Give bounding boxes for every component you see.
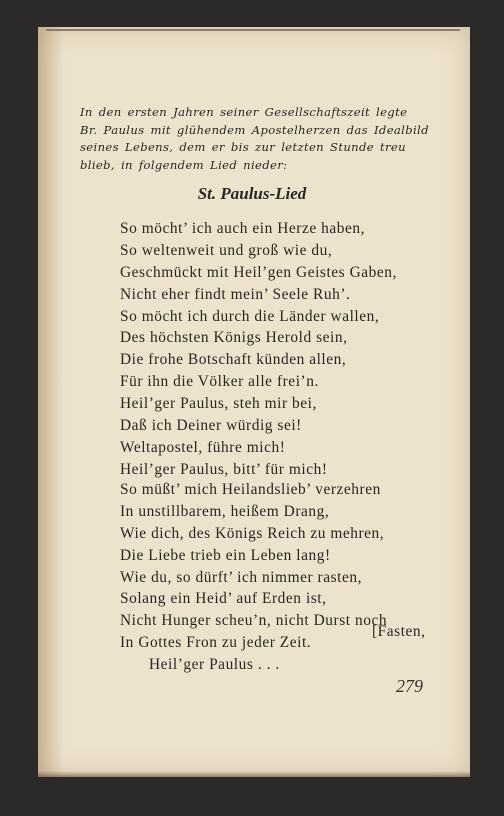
refrain-line: Heil’ger Paulus . . .: [149, 656, 280, 674]
verse-line: In unstillbarem, heißem Drang,: [120, 502, 330, 520]
verse-line: Nicht Hunger scheu’n, nicht Durst noch: [120, 612, 388, 630]
verse-line: Die Liebe trieb ein Leben lang!: [120, 546, 331, 564]
verse-line: So weltenweit und groß wie du,: [120, 241, 333, 259]
verse-line: Nicht eher findt mein’ Seele Ruh’.: [120, 285, 351, 303]
intro-paragraph: In den ersten Jahren seiner Gesellschaftszeit legte Br. Paulus mit glühendem Apostelherzen das Idealbild seines Lebens, dem er bis zur letzten Stunde treu blieb, in folgendem Lied nieder:: [80, 105, 429, 172]
verse-line: Solang ein Heid’ auf Erden ist,: [120, 590, 327, 608]
verse-line: So müßt’ mich Heilandslieb’ verzehren: [120, 481, 381, 498]
verse-line: In Gottes Fron zu jeder Zeit.: [120, 634, 312, 652]
refrain-line: Weltapostel, führe mich!: [120, 438, 286, 456]
verse-line: Für ihn die Völker alle frei’n.: [120, 373, 319, 391]
verse-line: So möcht ich durch die Länder wallen,: [120, 307, 380, 325]
stanza-1: [120, 218, 397, 481]
verse-line: Des höchsten Königs Herold sein,: [120, 329, 348, 347]
refrain-line: Daß ich Deiner würdig sei!: [120, 417, 302, 435]
song-title: St. Paulus-Lied: [197, 184, 307, 203]
refrain-line: Heil’ger Paulus, bitt’ für mich!: [120, 460, 328, 478]
overflow-word: [Fasten,: [372, 623, 426, 640]
top-edge-rule: [46, 29, 460, 31]
verse-line: Die frohe Botschaft künden allen,: [120, 351, 347, 369]
verse-line: Wie du, so dürft’ ich nimmer rasten,: [120, 568, 362, 586]
page-number: 279: [396, 676, 423, 696]
stanza-2: [120, 479, 387, 676]
verse-line: Wie dich, des Königs Reich zu mehren,: [120, 524, 385, 542]
refrain-line: Heil’ger Paulus, steh mir bei,: [120, 395, 317, 413]
verse-line: So möcht’ ich auch ein Herze haben,: [120, 220, 366, 237]
verse-line: Geschmückt mit Heil’gen Geistes Gaben,: [120, 263, 397, 281]
